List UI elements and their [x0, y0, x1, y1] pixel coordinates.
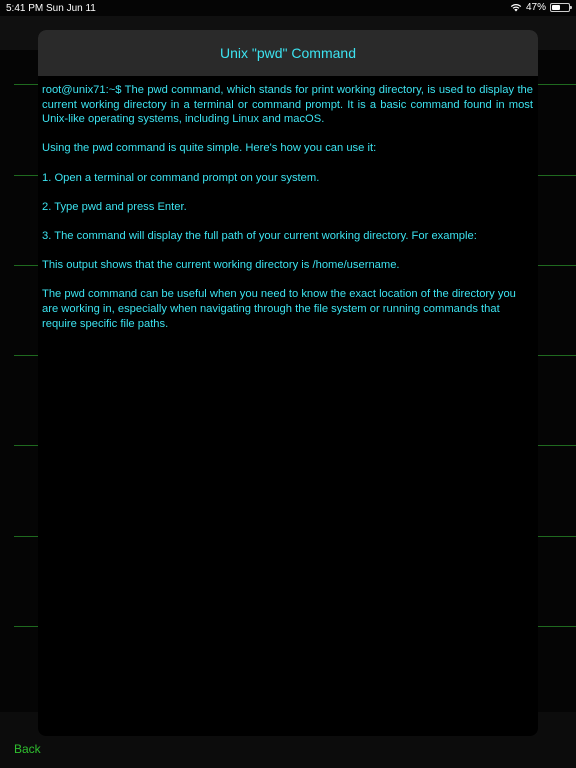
- background-divider: [538, 265, 576, 266]
- background-divider: [538, 175, 576, 176]
- background-divider: [538, 626, 576, 627]
- background-divider: [538, 445, 576, 446]
- background-divider: [14, 355, 38, 356]
- status-time: 5:41 PM: [6, 3, 44, 14]
- content-paragraph: 3. The command will display the full path of your current working directory. For example:: [42, 229, 477, 242]
- battery-icon: [550, 3, 570, 12]
- background-divider: [14, 445, 38, 446]
- wifi-icon: [510, 3, 522, 12]
- sheet-content: [38, 76, 538, 331]
- back-button[interactable]: Back: [14, 742, 41, 756]
- background-divider: [14, 536, 38, 537]
- battery-percent: 47%: [525, 2, 546, 13]
- content-paragraph: root@unix71:~$ The pwd command, which stands for print working directory, is used to display the current working directory in a terminal or command prompt. It is a basic command found in most Unix-like operating systems, including Linux and macOS.: [42, 84, 533, 126]
- battery-fill: [552, 5, 560, 10]
- status-bar: [0, 0, 576, 16]
- content-paragraph: 1. Open a terminal or command prompt on your system.: [42, 171, 320, 184]
- command-info-sheet: [38, 30, 538, 736]
- status-date: Sun Jun 11: [46, 3, 96, 14]
- content-paragraph: This output shows that the current working directory is /home/username.: [42, 259, 400, 272]
- background-divider: [538, 536, 576, 537]
- content-paragraph: 2. Type pwd and press Enter.: [42, 200, 187, 213]
- background-divider: [14, 626, 38, 627]
- background-divider: [538, 355, 576, 356]
- content-paragraph: The pwd command can be useful when you need to know the exact location of the directory you are working in, especially when navigating through the file system or running commands that require specific file paths.: [42, 288, 516, 330]
- background-divider: [14, 265, 38, 266]
- status-right: [510, 2, 570, 13]
- content-paragraph: Using the pwd command is quite simple. Here's how you can use it:: [42, 142, 377, 155]
- background-divider: [14, 84, 38, 85]
- sheet-title: Unix "pwd" Command: [220, 45, 356, 61]
- background-divider: [538, 84, 576, 85]
- background-divider: [14, 175, 38, 176]
- sheet-header: [38, 30, 538, 76]
